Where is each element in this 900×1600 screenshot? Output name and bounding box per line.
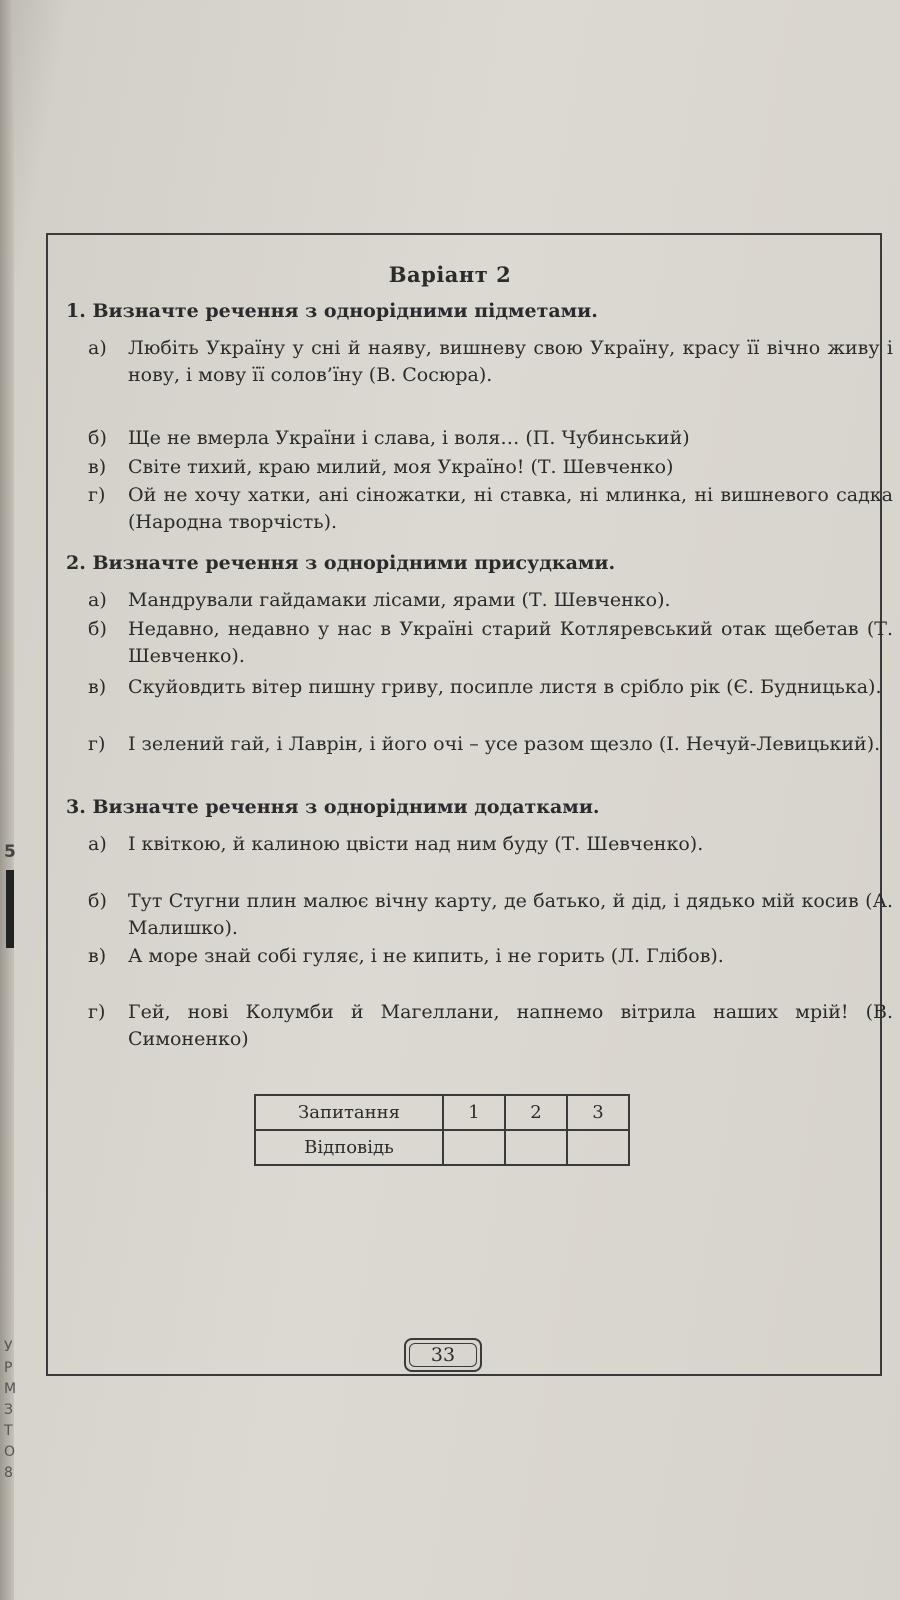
option-marker: г) (88, 733, 106, 755)
margin-letter: М (4, 1381, 17, 1397)
answer-table-column-1: 1 (443, 1095, 505, 1130)
option-text: Любіть Україну у сні й наяву, вишневу свою Україну, красу її вічно живу і нову, і мову її солов’їну (В. Сосюра). (128, 337, 893, 386)
option-text: І зелений гай, і Лаврін, і його очі – усе разом щезло (І. Нечуй-Левицький). (128, 733, 881, 755)
margin-letter: З (4, 1402, 13, 1418)
option-text: А море знай собі гуляє, і не кипить, і не горить (Л. Глібов). (128, 945, 724, 967)
page-number: 33 (404, 1338, 482, 1372)
option-marker: б) (88, 618, 107, 640)
answer-table-column-3: 3 (567, 1095, 629, 1130)
option-text: Світе тихий, краю милий, моя Україно! (Т. Шевченко) (128, 456, 674, 478)
question-2-option-a (88, 587, 893, 614)
option-marker: в) (88, 945, 107, 967)
question-1-option-a (88, 335, 893, 389)
answer-table-row-questions (255, 1095, 629, 1130)
option-marker: а) (88, 337, 107, 359)
question-1-heading: 1. Визначте речення з однорідними підметами. (66, 300, 598, 322)
answer-table-question-label: Запитання (255, 1095, 443, 1130)
answer-table (254, 1094, 630, 1166)
margin-letter: Р (4, 1360, 13, 1376)
question-2-option-b (88, 616, 893, 670)
margin-bar (6, 870, 14, 948)
option-marker: в) (88, 456, 107, 478)
option-marker: а) (88, 589, 107, 611)
question-3-option-a (88, 831, 893, 858)
answer-cell-1[interactable] (443, 1130, 505, 1165)
variant-title: Варіант 2 (388, 262, 512, 287)
option-text: Ой не хочу хатки, ані сіножатки, ні ставка, ні млинка, ні вишневого садка (Народна творчість). (128, 484, 893, 533)
option-text: Мандрували гайдамаки лісами, ярами (Т. Шевченко). (128, 589, 671, 611)
question-1-option-b (88, 425, 893, 452)
option-text: Тут Стугни плин малює вічну карту, де батько, й дід, і дядько мій косив (А. Малишко). (128, 890, 893, 939)
question-2-option-d (88, 731, 893, 758)
margin-letter: О (4, 1444, 16, 1460)
option-marker: в) (88, 676, 107, 698)
margin-letter: У (4, 1339, 13, 1355)
margin-letters (4, 1337, 18, 1484)
option-text: Недавно, недавно у нас в Україні старий Котляревський отак щебетав (Т. Шевченко). (128, 618, 893, 667)
answer-table-answer-label: Відповідь (255, 1130, 443, 1165)
option-marker: г) (88, 1001, 106, 1023)
question-3-option-d (88, 999, 893, 1053)
margin-letter: Т (4, 1423, 13, 1439)
question-1-option-c (88, 454, 893, 481)
answer-cell-2[interactable] (505, 1130, 567, 1165)
option-text: І квіткою, й калиною цвісти над ним буду (Т. Шевченко). (128, 833, 704, 855)
margin-digit: 5 (4, 842, 16, 862)
question-3-heading: 3. Визначте речення з однорідними додатками. (66, 796, 600, 818)
question-2-option-c (88, 674, 893, 701)
option-text: Ще не вмерла України і слава, і воля… (П. Чубинський) (128, 427, 690, 449)
answer-cell-3[interactable] (567, 1130, 629, 1165)
option-text: Гей, нові Колумби й Магеллани, напнемо вітрила наших мрій! (В. Симоненко) (128, 1001, 893, 1050)
margin-letter: 8 (4, 1465, 13, 1481)
option-marker: а) (88, 833, 107, 855)
answer-table-column-2: 2 (505, 1095, 567, 1130)
answer-table-row-answers (255, 1130, 629, 1165)
question-2-heading: 2. Визначте речення з однорідними присудками. (66, 552, 616, 574)
option-marker: б) (88, 890, 107, 912)
question-3-option-b (88, 888, 893, 942)
option-marker: г) (88, 484, 106, 506)
question-1-option-d (88, 482, 893, 536)
option-marker: б) (88, 427, 107, 449)
option-text: Скуйовдить вітер пишну гриву, посипле листя в срібло рік (Є. Будницька). (128, 676, 882, 698)
question-3-option-c (88, 943, 893, 970)
